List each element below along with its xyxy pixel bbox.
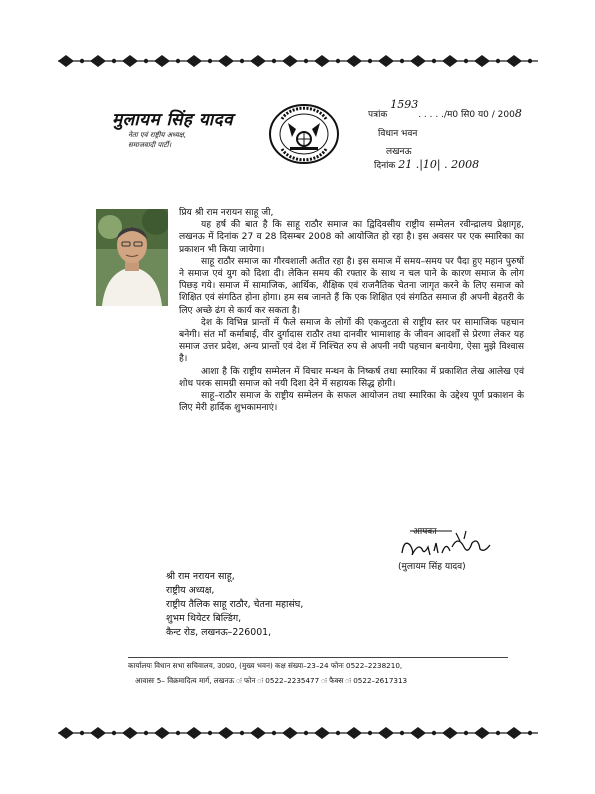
border-ornament bbox=[218, 55, 234, 67]
border-dot bbox=[208, 59, 212, 63]
office-name: विधान भवन bbox=[378, 129, 418, 139]
border-ornament bbox=[442, 55, 458, 67]
border-ornament bbox=[314, 55, 330, 67]
date-label: दिनांक bbox=[374, 161, 396, 171]
patrank-label: पत्रांक bbox=[368, 110, 388, 120]
border-ornament bbox=[90, 727, 106, 739]
recipient-line-1: श्री राम नरायन साहू, bbox=[166, 571, 235, 582]
paragraph-5: साहू–राठौर समाज के राष्ट्रीय सम्मेलन के सफल आयोजन तथा स्मारिका के उद्देश्य पूर्ण प्रकाशन के लिए मेरी हार्दिक शुभकामनाएं। bbox=[179, 391, 524, 414]
border-ornament bbox=[474, 727, 490, 739]
sender-title-line1: नेता एवं राष्ट्रीय अध्यक्ष, bbox=[128, 131, 187, 139]
border-dot bbox=[400, 59, 404, 63]
border-dot bbox=[272, 731, 276, 735]
signature-label: आपका bbox=[413, 527, 437, 537]
recipient-line-3: राष्ट्रीय तैलिक साहू राठौर, चेतना महासंघ, bbox=[166, 599, 304, 610]
border-dot bbox=[496, 731, 500, 735]
border-ornament bbox=[506, 55, 522, 67]
border-dot bbox=[400, 731, 404, 735]
border-ornament bbox=[58, 727, 74, 739]
border-ornament bbox=[186, 55, 202, 67]
border-ornament bbox=[410, 727, 426, 739]
border-ornament bbox=[506, 727, 522, 739]
letter-body bbox=[179, 207, 524, 414]
date-year-handwritten: 8 bbox=[472, 158, 480, 171]
reference-number bbox=[368, 98, 522, 120]
border-dot bbox=[336, 59, 340, 63]
border-ornament bbox=[346, 55, 362, 67]
patrank-dots: . . . . . bbox=[418, 110, 444, 120]
recipient-line-5: कैन्ट रोड, लखनऊ–226001, bbox=[166, 627, 272, 638]
border-ornament bbox=[410, 55, 426, 67]
letter-date bbox=[374, 158, 479, 171]
border-ornament bbox=[250, 727, 266, 739]
border-dot bbox=[368, 731, 372, 735]
border-ornament bbox=[58, 55, 74, 67]
border-dot bbox=[144, 731, 148, 735]
border-dot bbox=[304, 731, 308, 735]
border-dot bbox=[80, 59, 84, 63]
sender-title bbox=[128, 130, 186, 150]
border-ornament bbox=[314, 727, 330, 739]
border-ornament bbox=[250, 55, 266, 67]
border-ornament bbox=[90, 55, 106, 67]
border-dot bbox=[528, 59, 532, 63]
border-dot bbox=[496, 59, 500, 63]
border-dot bbox=[112, 59, 116, 63]
border-ornament bbox=[282, 55, 298, 67]
paragraph-2: साहू राठौर समाज का गौरवशाली अतीत रहा है। इस समाज में समय–समय पर पैदा हुए महान पुरुषों ने समाज एवं युग को दिशा दी। लेकिन समय की रफ्तार के साथ न चल पाने के कारण समाज के लोग पिछड़ गये। समाज में सामाजिक, आर्थिक, शैक्षिक एवं राजनैतिक चेतना जागृत करने के लिए समाज को शिक्षित एवं संगठित होना होगा। हम सब जानते हैं कि एक शिक्षित एवं संगठित समाज ही अपनी बेहतरी के लिए अच्छे ढंग से कार्य कर सकता है। bbox=[179, 256, 524, 316]
border-ornament bbox=[122, 55, 138, 67]
border-ornament bbox=[442, 727, 458, 739]
patrank-suffix: /म0 सि0 य0 / 200 bbox=[443, 110, 515, 120]
bottom-ornamental-border bbox=[58, 727, 538, 739]
border-dot bbox=[304, 59, 308, 63]
patrank-year-handwritten: 8 bbox=[514, 107, 522, 120]
border-ornament bbox=[122, 727, 138, 739]
border-dot bbox=[368, 59, 372, 63]
border-ornament bbox=[474, 55, 490, 67]
border-dot bbox=[272, 59, 276, 63]
border-dot bbox=[144, 59, 148, 63]
paragraph-3: देश के विभिन्न प्रान्तों में फैले समाज के लोगों की एकजुटता से राष्ट्रीय स्तर पर सामाजिक पहचान बनेगी। संत माँ कर्माबाई, वीर दुर्गादास राठौर तथा दानवीर भामाशाह के जीवन आदर्शों से प्रेरणा लेकर यह समाज उत्तर प्रदेश, अन्य प्रान्तों एवं देश में निश्चित रुप से अपनी नयी पहचान बनायेगा, ऐसा मुझे विश्वास है। bbox=[179, 317, 524, 365]
paragraph-4: आशा है कि राष्ट्रीय सम्मेलन में विचार मन्थन के निष्कर्ष तथा स्मारिका में प्रकाशित लेख आलेख एवं शोध परक सामग्री समाज को नयी दिशा देने में सहायक सिद्ध होगी। bbox=[179, 366, 524, 389]
sender-title-line2: समाजवादी पार्टी। bbox=[128, 141, 172, 149]
border-ornament bbox=[218, 727, 234, 739]
recipient-line-4: शुभम थियेटर बिल्डिंग, bbox=[166, 613, 242, 624]
border-dot bbox=[432, 731, 436, 735]
paragraph-1: यह हर्ष की बात है कि साहू राठौर समाज का द्विदिवसीय राष्ट्रीय सम्मेलन रवीन्द्रालय प्रेक्षागृह, लखनऊ में दिनांक 27 व 28 दिसम्बर 2008 को आयोजित हो रहा है। इस अवसर पर एक स्मारिका का प्रकाशन भी किया जायेगा। bbox=[179, 220, 524, 255]
border-ornament bbox=[346, 727, 362, 739]
signatory-name: (मुलायम सिंह यादव) bbox=[398, 562, 466, 572]
border-ornament bbox=[378, 55, 394, 67]
border-ornament bbox=[282, 727, 298, 739]
border-dot bbox=[176, 59, 180, 63]
border-ornament bbox=[378, 727, 394, 739]
footer-residence-address: आवासः 5– विक्रमादित्य मार्ग, लखनऊ ः फोन ः 0522–2235477 ः फैक्स ः 0522–2617313 bbox=[135, 676, 408, 685]
border-dot bbox=[176, 731, 180, 735]
border-dot bbox=[432, 59, 436, 63]
border-dot bbox=[240, 59, 244, 63]
signature-block bbox=[390, 521, 500, 579]
border-dot bbox=[80, 731, 84, 735]
border-dot bbox=[336, 731, 340, 735]
top-ornamental-border bbox=[58, 55, 538, 67]
recipient-address bbox=[166, 570, 303, 640]
recipient-line-2: राष्ट्रीय अध्यक्ष, bbox=[166, 585, 215, 596]
date-handwritten: 21 .|10| . 200 bbox=[398, 158, 473, 171]
patrank-handwritten-number: 1593 bbox=[390, 98, 419, 111]
border-dot bbox=[464, 731, 468, 735]
border-ornament bbox=[154, 55, 170, 67]
border-dot bbox=[240, 731, 244, 735]
border-ornament bbox=[186, 727, 202, 739]
party-emblem-logo bbox=[268, 103, 340, 165]
footer-divider bbox=[128, 657, 508, 658]
border-ornament bbox=[154, 727, 170, 739]
office-city: लखनऊ bbox=[386, 147, 412, 157]
border-dot bbox=[464, 59, 468, 63]
border-dot bbox=[528, 731, 532, 735]
sender-photo bbox=[96, 209, 168, 306]
footer-office-address: कार्यालयः विधान सभा सचिवालय, उ0प्र0, (मुख्य भवन) कक्ष संख्या–23–24 फोनः 0522–2238210, bbox=[128, 661, 403, 670]
salutation: प्रिय श्री राम नरायन साहू जी, bbox=[179, 208, 274, 218]
sender-name: मुलायम सिंह यादव bbox=[112, 110, 234, 130]
border-dot bbox=[208, 731, 212, 735]
border-dot bbox=[112, 731, 116, 735]
